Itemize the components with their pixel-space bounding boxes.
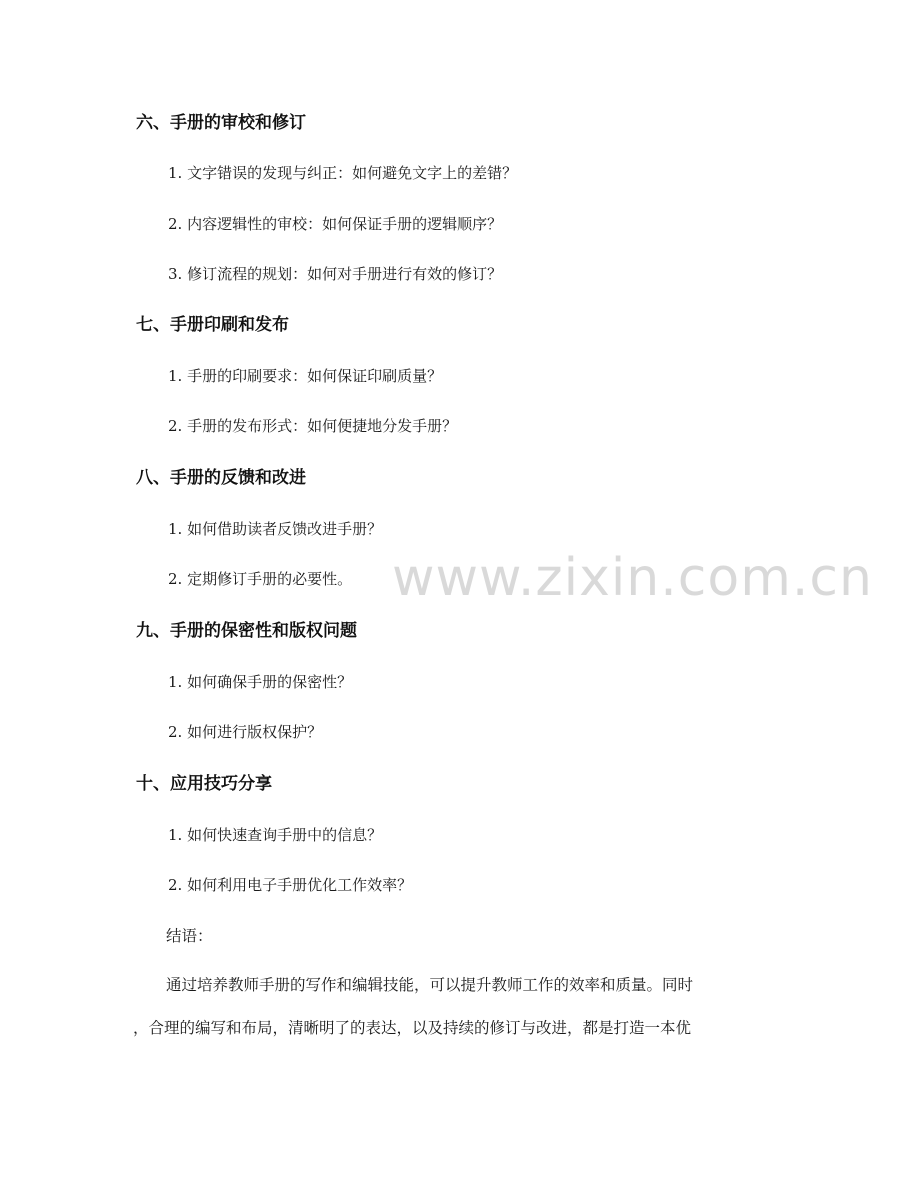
section-heading-10: 十、应用技巧分享 [136,774,272,794]
list-item: 1. 如何借助读者反馈改进手册？ [168,520,383,538]
list-item: 2. 内容逻辑性的审校：如何保证手册的逻辑顺序？ [168,215,503,233]
conclusion-paragraph-line: ，合理的编写和布局，清晰明了的表达，以及持续的修订与改进，都是打造一本优 [133,1019,692,1037]
list-item: 2. 如何利用电子手册优化工作效率？ [168,876,413,894]
conclusion-paragraph-line: 通过培养教师手册的写作和编辑技能，可以提升教师工作的效率和质量。同时 [166,976,694,994]
conclusion-label: 结语： [166,927,213,945]
list-item: 2. 手册的发布形式：如何便捷地分发手册？ [168,417,458,435]
list-item: 2. 如何进行版权保护？ [168,723,323,741]
section-heading-7: 七、手册印刷和发布 [136,315,289,335]
list-item: 1. 文字错误的发现与纠正：如何避免文字上的差错？ [168,164,518,182]
watermark: www.zixin.com.cn [392,548,873,608]
list-item: 1. 如何确保手册的保密性？ [168,673,353,691]
section-heading-6: 六、手册的审校和修订 [136,113,306,133]
list-item: 1. 手册的印刷要求：如何保证印刷质量？ [168,367,443,385]
list-item: 3. 修订流程的规划：如何对手册进行有效的修订？ [168,265,503,283]
section-heading-8: 八、手册的反馈和改进 [136,468,306,488]
list-item: 2. 定期修订手册的必要性。 [168,570,353,588]
list-item: 1. 如何快速查询手册中的信息？ [168,826,383,844]
section-heading-9: 九、手册的保密性和版权问题 [136,621,357,641]
